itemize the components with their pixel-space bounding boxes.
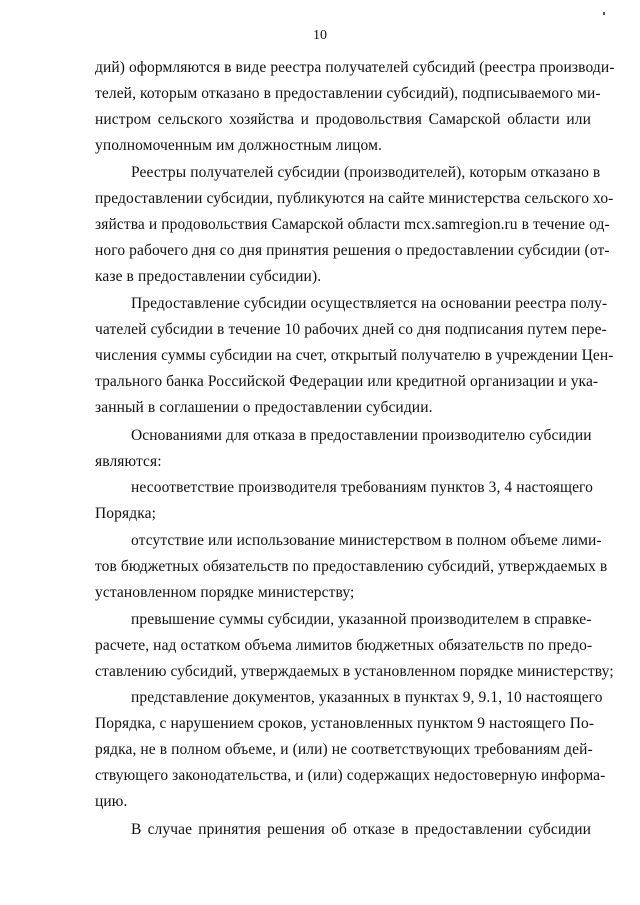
text-line: чателей субсидии в течение 10 рабочих дней со дня подписания путем пере- (95, 321, 607, 338)
text-line: телей, которым отказано в предоставлении субсидий), подписываемого ми- (95, 85, 601, 102)
text-line: числения суммы субсидии на счет, открытый получателю в учреждении Цен- (95, 347, 614, 364)
text-line: являются: (95, 453, 162, 470)
text-line: тов бюджетных обязательств по предоставлению субсидий, утверждаемых в (95, 558, 608, 575)
text-line: Порядка; (95, 505, 156, 522)
text-line: занный в соглашении о предоставлении субсидии. (95, 399, 433, 416)
text-line: Основаниями для отказа в предоставлении производителю субсидии (131, 427, 592, 444)
text-line: представление документов, указанных в пунктах 9, 9.1, 10 настоящего (131, 689, 603, 706)
text-line: рядка, не в полном объеме, и (или) не соответствующих требованиям дей- (95, 741, 593, 758)
text-line: зяйства и продовольствия Самарской области mcx.samregion.ru в течение од- (95, 216, 610, 233)
text-line: отсутствие или использование министерством в полном объеме лими- (131, 532, 602, 549)
text-line: Предоставление субсидии осуществляется на основании реестра полу- (131, 295, 608, 312)
text-line: уполномоченным им должностным лицом. (95, 137, 382, 154)
text-line: несоответствие производителя требованиям пунктов 3, 4 настоящего (131, 479, 593, 496)
text-line: Реестры получателей субсидии (производителей), которым отказано в (131, 164, 601, 181)
text-line: трального банка Российской Федерации или кредитной организации и ука- (95, 373, 599, 390)
text-line: предоставлении субсидии, публикуются на сайте министерства сельского хо- (95, 190, 614, 207)
text-line: установленном порядке министерству; (95, 584, 355, 601)
text-line: Порядка, с нарушением сроков, установленных пунктом 9 настоящего По- (95, 715, 595, 732)
text-line: цию. (95, 793, 128, 810)
text-line: дий) оформляются в виде реестра получателей субсидий (реестра производи- (95, 59, 615, 76)
text-line: превышение суммы субсидии, указанной производителем в справке- (131, 611, 592, 628)
text-line: ного рабочего дня со дня принятия решения о предоставлении субсидии (от- (95, 242, 610, 259)
scan-mark (603, 12, 605, 15)
text-line: нистром сельского хозяйства и продовольствия Самарской области или (95, 111, 591, 128)
text-line: ствующего законодательства, и (или) содержащих недостоверную информа- (95, 767, 606, 784)
page-number: 10 (313, 28, 327, 43)
text-line: В случае принятия решения об отказе в предоставлении субсидии (131, 821, 591, 838)
text-line: казе в предоставлении субсидии). (95, 268, 322, 285)
text-line: ставлению субсидий, утверждаемых в установленном порядке министерству; (95, 663, 614, 680)
text-line: расчете, над остатком объема лимитов бюджетных обязательств по предо- (95, 637, 593, 654)
